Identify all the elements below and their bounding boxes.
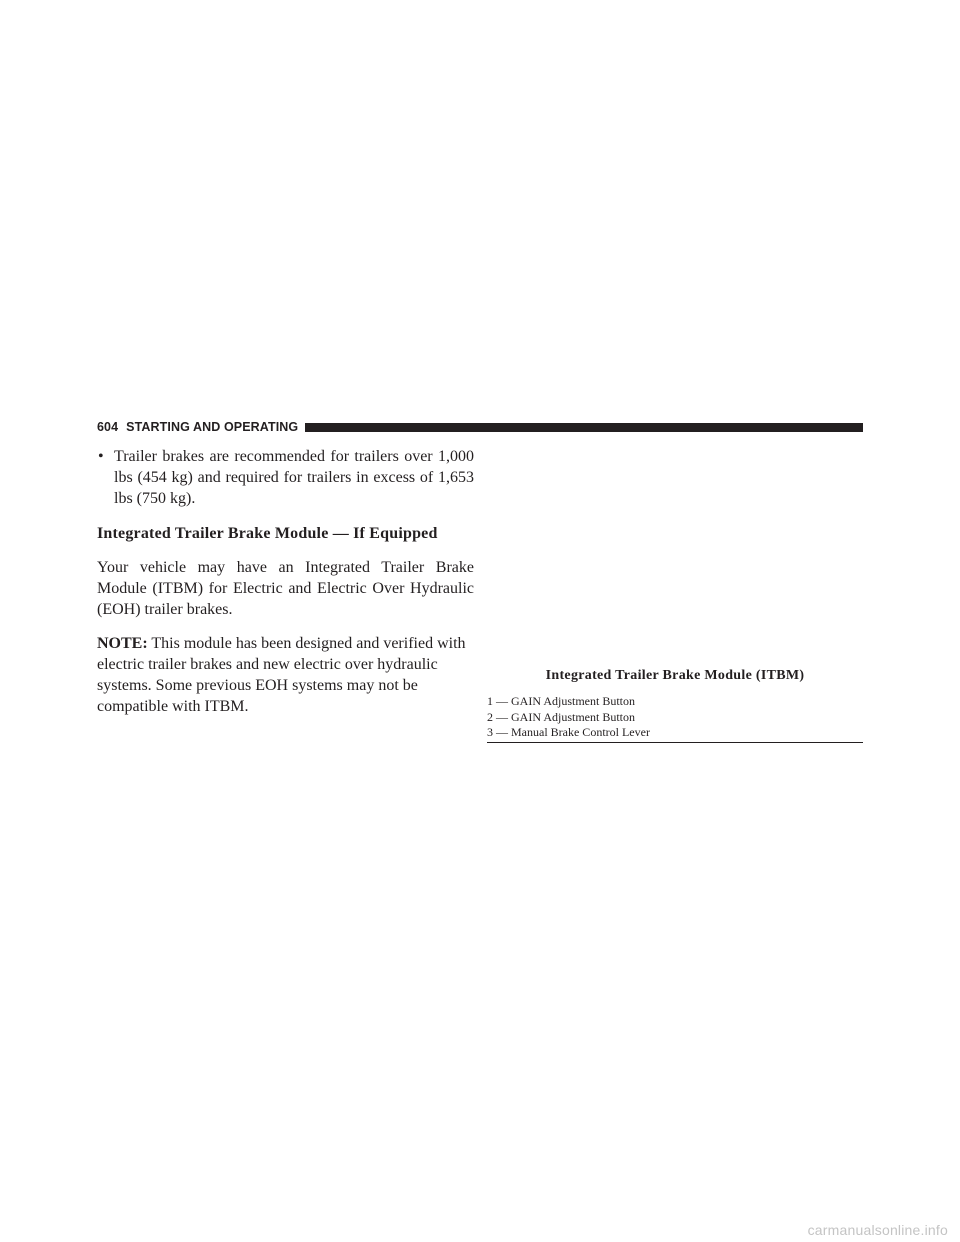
left-column: [97, 446, 474, 717]
legend-divider: [487, 742, 863, 743]
header-rule: [305, 423, 863, 432]
section-subheading: Integrated Trailer Brake Module — If Equipped: [97, 525, 438, 542]
watermark-text: carmanualsonline.info: [807, 1222, 948, 1238]
bullet-marker: •: [98, 448, 104, 465]
legend-item: 3 — Manual Brake Control Lever: [487, 725, 650, 739]
figure-legend: [487, 694, 863, 741]
bullet-text: Trailer brakes are recommended for trailers over 1,000 lbs (454 kg) and required for trailers in excess of 1,653 lbs (750 kg).: [114, 448, 474, 507]
note-text: This module has been designed and verified with electric trailer brakes and new electric over hydraulic systems. Some previous EOH systems may not be compatible with ITBM.: [97, 635, 466, 715]
figure-image-area: [487, 446, 863, 666]
section-title: STARTING AND OPERATING: [126, 420, 299, 434]
page-header: [97, 419, 863, 435]
note-label: NOTE:: [97, 635, 148, 652]
intro-paragraph: Your vehicle may have an Integrated Trailer Brake Module (ITBM) for Electric and Electric Over Hydraulic (EOH) trailer brakes.: [97, 559, 474, 618]
note-paragraph: [97, 633, 474, 717]
legend-item: 1 — GAIN Adjustment Button: [487, 694, 636, 708]
bullet-item: [97, 446, 474, 509]
figure-caption: Integrated Trailer Brake Module (ITBM): [545, 668, 805, 683]
legend-item: 2 — GAIN Adjustment Button: [487, 709, 636, 724]
page-number: 604: [97, 420, 119, 434]
